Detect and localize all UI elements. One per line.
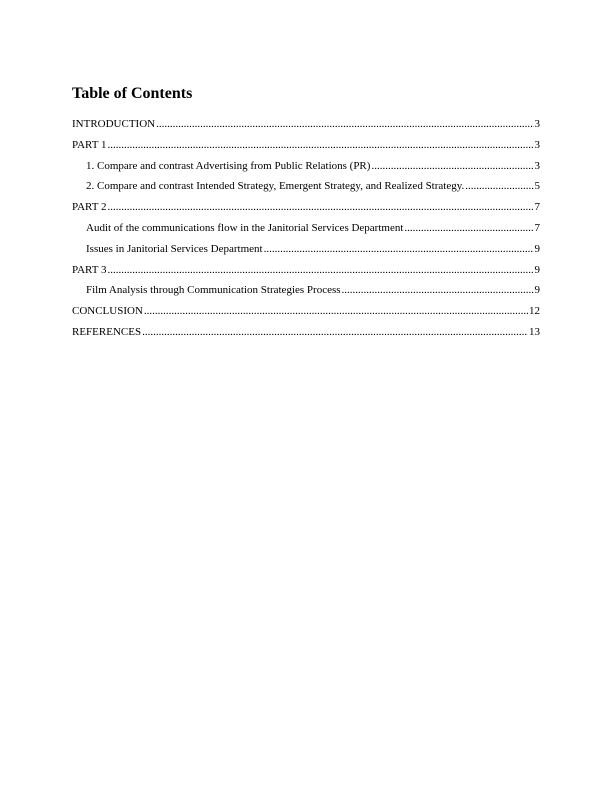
toc-leader-dots (404, 220, 533, 236)
toc-page-number: 3 (534, 138, 540, 151)
toc-entry-conclusion[interactable] (72, 303, 540, 324)
toc-page-number: 9 (534, 242, 540, 255)
toc-leader-dots (342, 282, 534, 298)
toc-entry-part-3[interactable] (72, 262, 540, 283)
toc-entry-text: INTRODUCTION (72, 118, 156, 130)
toc-entry-advertising-vs-pr[interactable] (86, 158, 540, 179)
toc-entry-text: PART 3 (72, 263, 107, 276)
toc-entry-text: Audit of the communications flow in the Janitorial Services Department (86, 221, 404, 234)
toc-entry-text: 1. Compare and contrast Advertising from Public Relations (PR) (86, 159, 371, 172)
toc-list (0, 116, 612, 345)
toc-entry-part-2[interactable] (72, 199, 540, 220)
toc-leader-dots (108, 199, 534, 215)
toc-leader-dots (156, 116, 533, 132)
toc-entry-references[interactable] (72, 324, 540, 345)
toc-page-number: 9 (534, 263, 540, 276)
toc-page-number: 9 (534, 284, 540, 297)
toc-entry-text: PART 2 (72, 201, 107, 214)
toc-entry-strategy-comparison[interactable] (86, 178, 540, 199)
toc-leader-dots (142, 324, 528, 340)
toc-page-number: 12 (529, 305, 540, 318)
toc-leader-dots (108, 137, 534, 153)
toc-entry-text: PART 1 (72, 138, 107, 151)
toc-entry-text: CONCLUSION (72, 305, 143, 318)
toc-title: Table of Contents (72, 85, 193, 102)
toc-entry-text: REFERENCES (72, 325, 142, 338)
toc-leader-dots (371, 158, 533, 174)
toc-leader-dots (264, 241, 534, 257)
toc-page-number: 7 (534, 221, 540, 234)
toc-page-number: 5 (534, 180, 540, 193)
toc-entry-text: Film Analysis through Communication Strategies Process (86, 284, 341, 297)
toc-entry-communications-audit[interactable] (86, 220, 540, 241)
toc-entry-text: 2. Compare and contrast Intended Strategy, Emergent Strategy, and Realized Strategy. (86, 180, 465, 193)
toc-leader-dots (144, 303, 528, 319)
toc-entry-janitorial-issues[interactable] (86, 241, 540, 262)
toc-page-number: 13 (529, 325, 540, 338)
toc-page-number: 3 (534, 159, 540, 172)
toc-page-number: 7 (534, 201, 540, 214)
toc-page-number: 3 (534, 118, 540, 130)
toc-entry-text: Issues in Janitorial Services Department (86, 242, 263, 255)
toc-leader-dots (465, 178, 533, 194)
toc-entry-part-1[interactable] (72, 137, 540, 158)
toc-leader-dots (108, 262, 534, 278)
toc-entry-film-analysis[interactable] (86, 282, 540, 303)
toc-entry-introduction[interactable] (72, 116, 540, 137)
